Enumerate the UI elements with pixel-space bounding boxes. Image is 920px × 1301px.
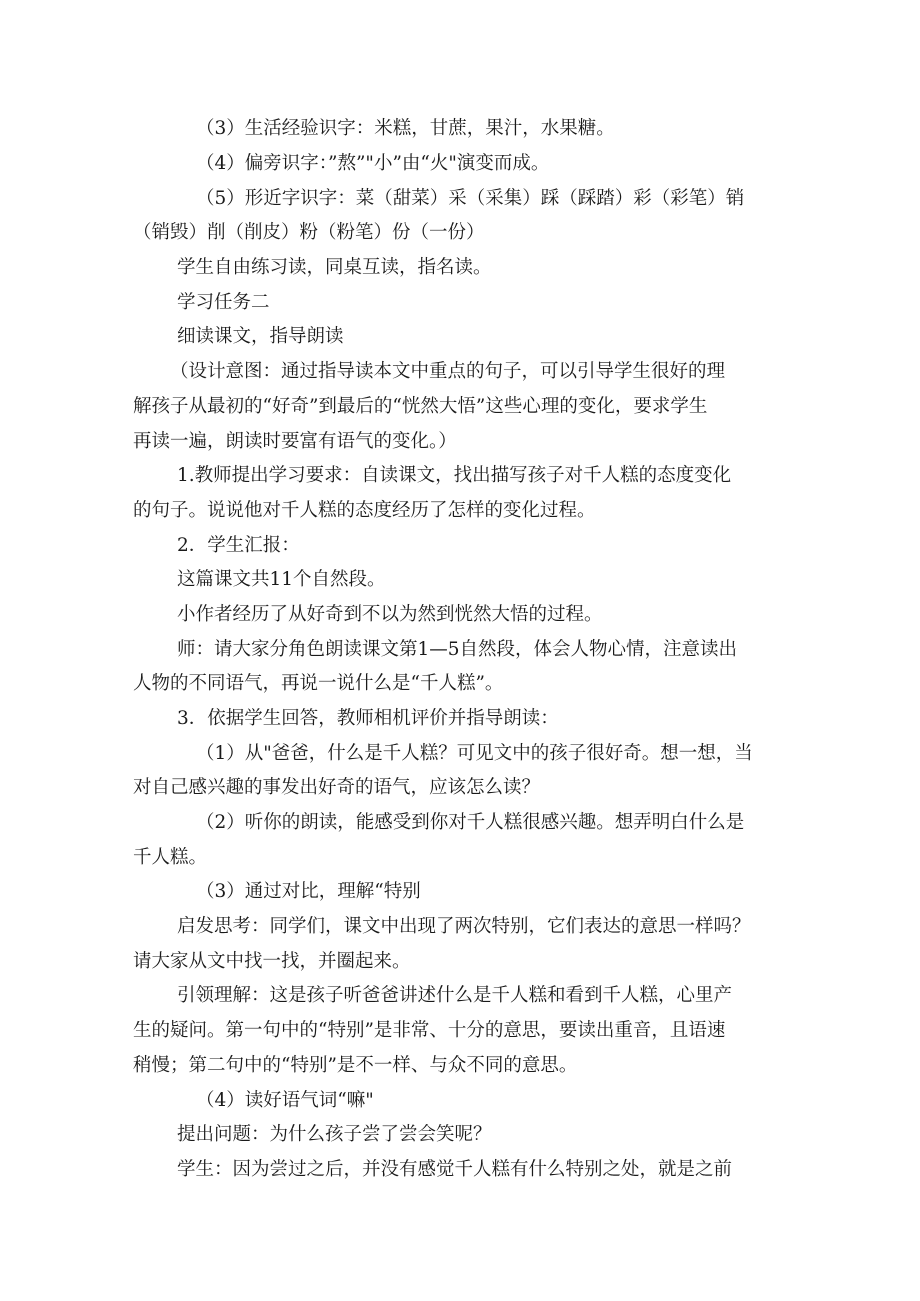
text-line: 人物的不同语气，再说一说什么是“千人糕”。 — [133, 673, 504, 694]
text-line: 学生：因为尝过之后，并没有感觉千人糕有什么特别之处，就是之前 — [177, 1159, 733, 1180]
text-line: 提出问题：为什么孩子尝了尝会笑呢？ — [177, 1124, 492, 1145]
text-line: （5）形近字识字：菜（甜菜）采（采集）踩（踩踏）彩（彩笔）销 — [196, 188, 745, 209]
section-heading: 学习任务二 — [177, 292, 270, 313]
text-line: 再读一遍，朗读时要富有语气的变化。） — [133, 431, 457, 452]
text-line: （2）听你的朗读，能感受到你对千人糕很感兴趣。想弄明白什么是 — [196, 812, 745, 833]
section-subheading: 细读课文，指导朗读 — [177, 326, 344, 347]
text-line: （4）偏旁识字：”熬”"小”由“火"演变而成。 — [196, 153, 550, 174]
text-line: （3）生活经验识字：米糕，甘蔗，果汁，水果糖。 — [196, 118, 615, 139]
text-line: 稍慢；第二句中的“特别”是不一样、与众不同的意思。 — [133, 1055, 578, 1076]
text-line: （销毁）削（削皮）粉（粉笔）份（一份） — [133, 222, 485, 243]
text-line: 引领理解：这是孩子听爸爸讲述什么是千人糕和看到千人糕，心里产 — [177, 985, 733, 1006]
text-line: （3）通过对比，理解“特别 — [196, 881, 421, 902]
text-line: 请大家从文中找一找，并圈起来。 — [133, 951, 411, 972]
text-line: 生的疑问。第一句中的“特别”是非常、十分的意思，要读出重音，且语速 — [133, 1020, 726, 1041]
text-line: 师：请大家分角色朗读课文第1—5自然段，体会人物心情，注意读出 — [177, 639, 738, 660]
text-line: 学生自由练习读，同桌互读，指名读。 — [177, 257, 492, 278]
text-line: （1）从"爸爸，什么是千人糕？可见文中的孩子很好奇。想一想，当 — [196, 743, 753, 764]
text-line: 对自己感兴趣的事发出好奇的语气，应该怎么读？ — [133, 777, 541, 798]
text-line: 解孩子从最初的“好奇”到最后的“恍然大悟”这些心理的变化，要求学生 — [133, 396, 708, 417]
text-line: （设计意图：通过指导读本文中重点的句子，可以引导学生很好的理 — [170, 361, 726, 382]
text-line: 2．学生汇报： — [177, 535, 300, 556]
text-line: 3．依据学生回答，教师相机评价并指导朗读： — [177, 708, 559, 729]
text-line: 这篇课文共11个自然段。 — [177, 569, 386, 590]
text-line: 千人糕。 — [133, 847, 208, 868]
text-line: 小作者经历了从好奇到不以为然到恍然大悟的过程。 — [177, 604, 603, 625]
text-line: 启发思考：同学们，课文中出现了两次特别，它们表达的意思一样吗？ — [177, 916, 751, 937]
text-line: （4）读好语气词“嘛" — [196, 1090, 374, 1111]
text-line: 1.教师提出学习要求：自读课文，找出描写孩子对千人糕的态度变化 — [177, 465, 732, 486]
text-line: 的句子。说说他对千人糕的态度经历了怎样的变化过程。 — [133, 500, 596, 521]
